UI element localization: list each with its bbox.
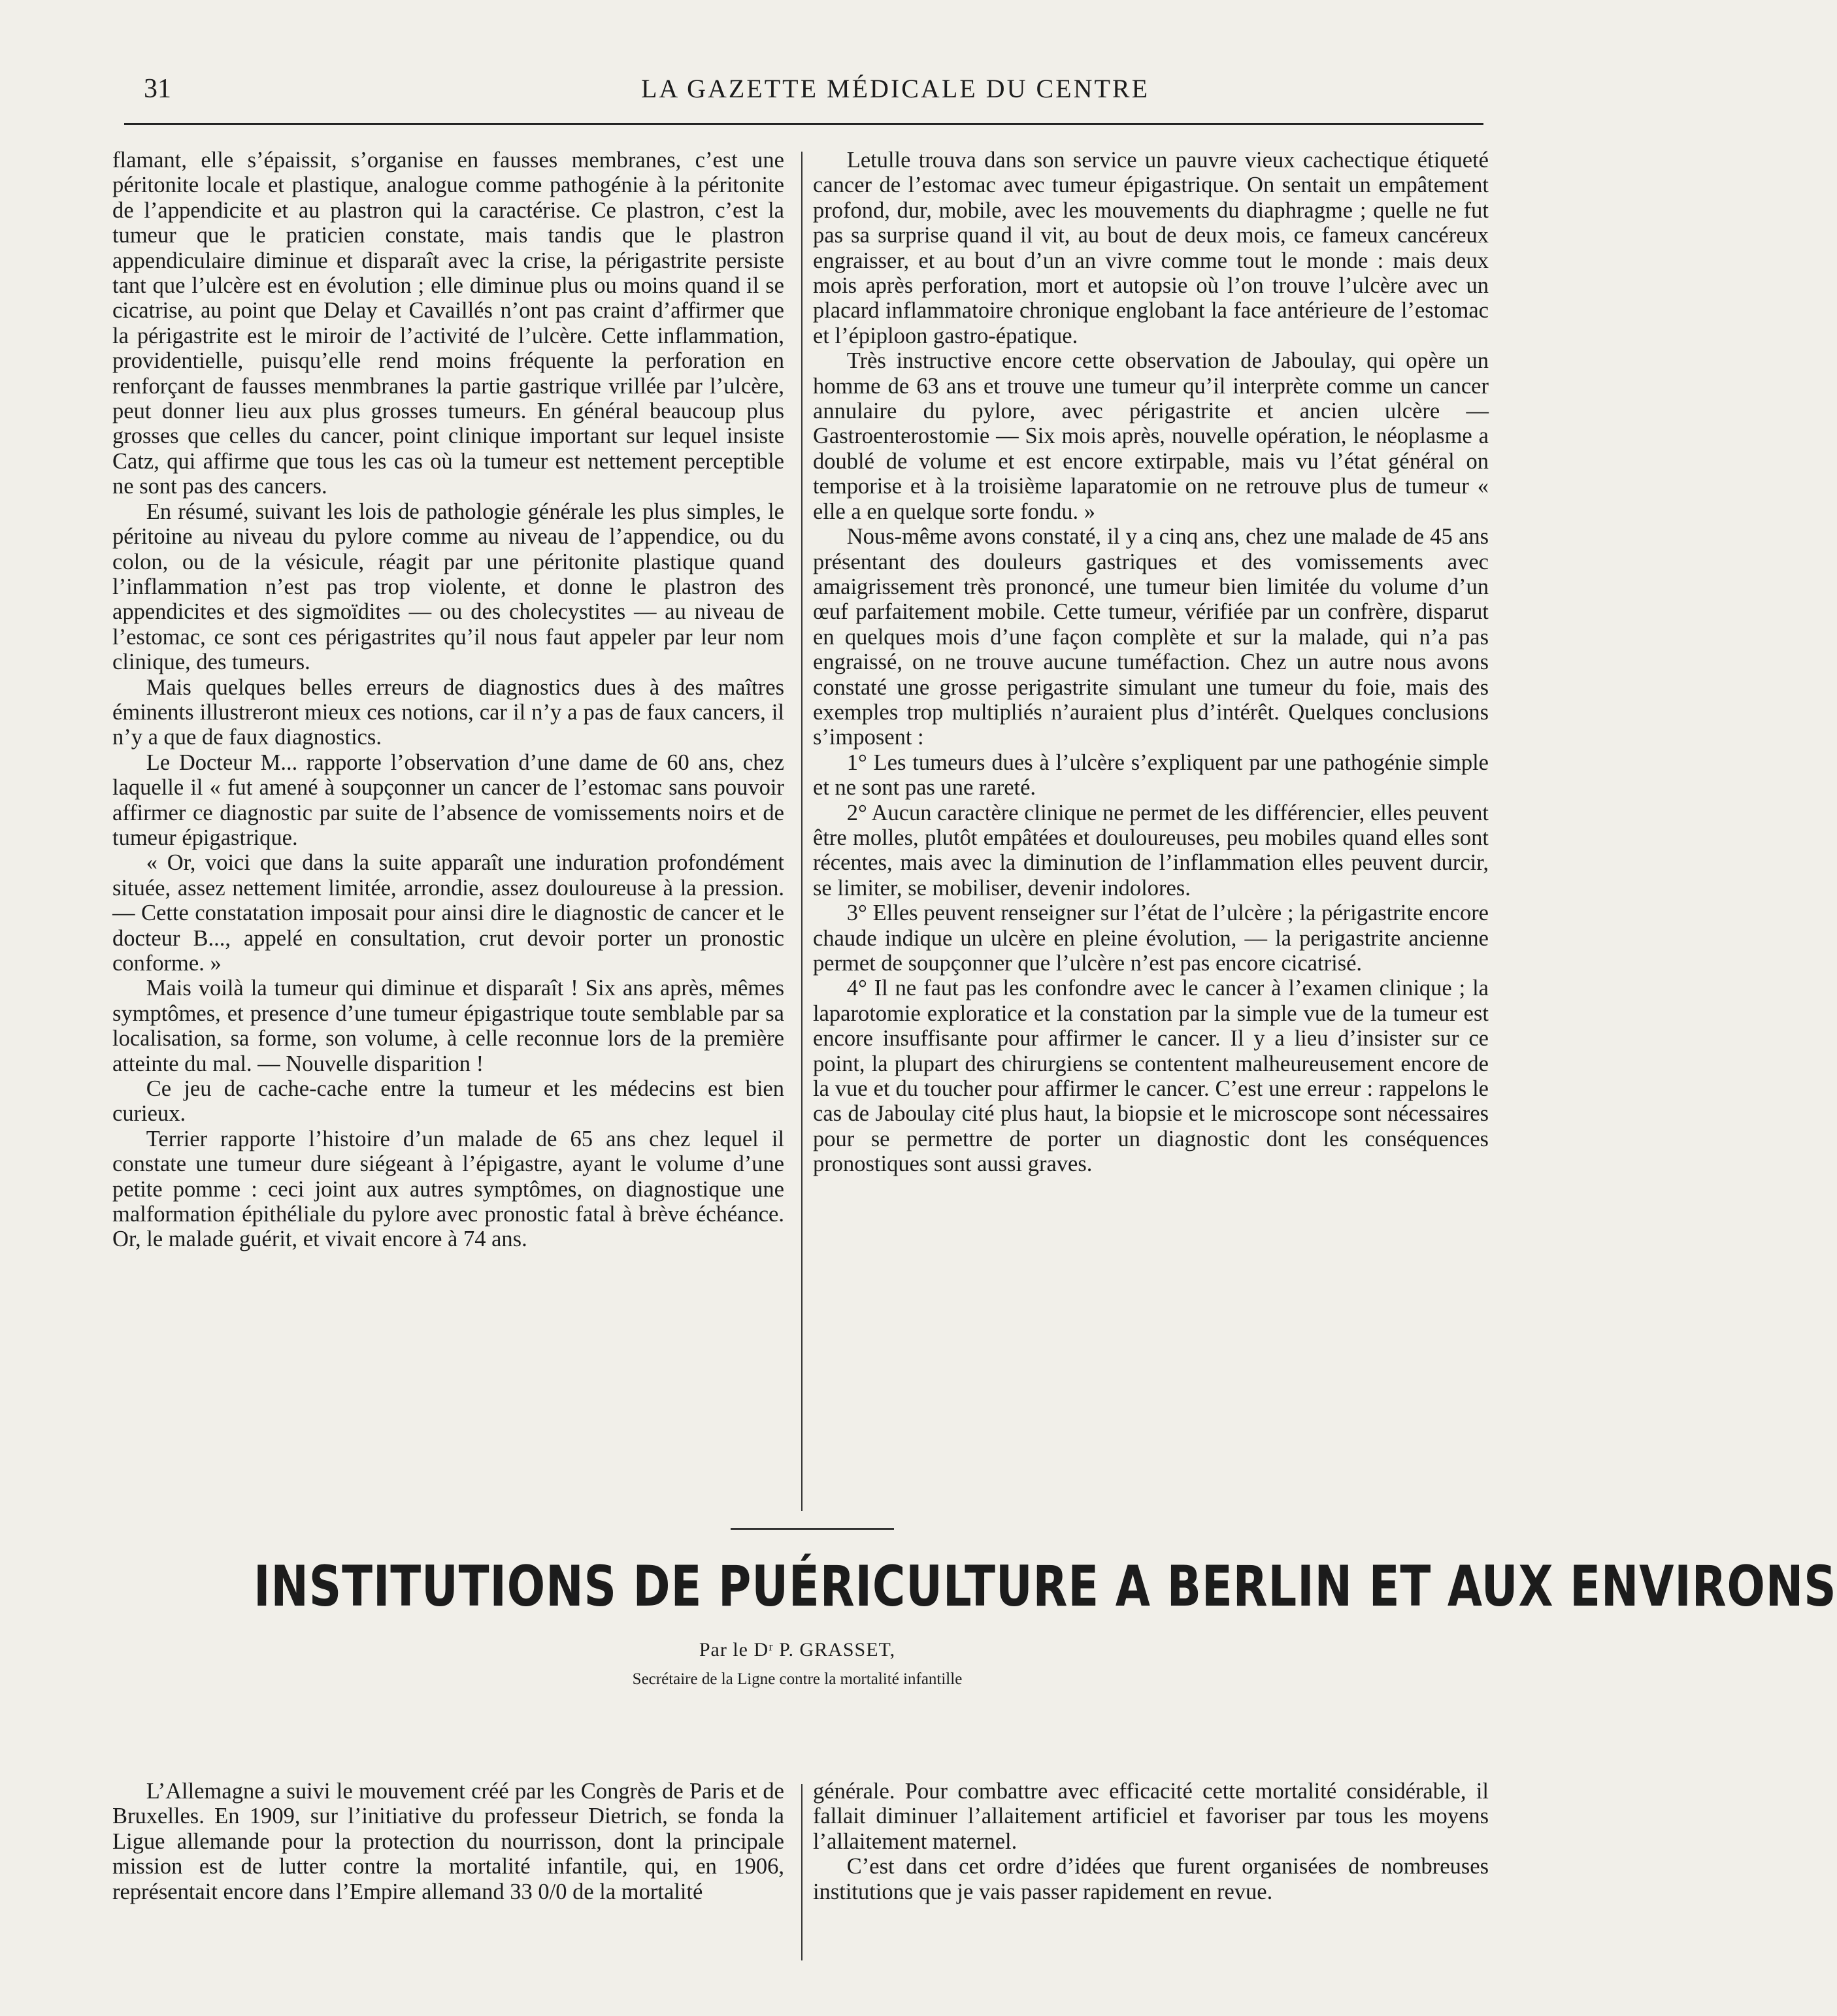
paragraph: En résumé, suivant les lois de pathologie générale les plus simples, le péritoine au niveau du pylore comme au niveau de l’appendice, ou du colon, ou de la vésicule, réagit par une péritonite plastique quand l’inflammation n’est pas trop violente, et donne le plastron des appendicites et des sigmoïdites — ou des cholecystites — au niveau de l’estomac, ce sont ces périgastrites qu’il nous faut appeler par leur nom clinique, des tumeurs. <box>112 499 784 675</box>
conclusion-item: 3° Elles peuvent renseigner sur l’état de l’ulcère ; la périgastrite encore chaude indique un ulcère en pleine évolution, — la perigastrite ancienne permet de soupçonner que l’ulcère n’est pas encore cicatrisé. <box>813 901 1489 976</box>
paragraph: Terrier rapporte l’histoire d’un malade de 65 ans chez lequel il constate une tumeur dure siégeant à l’épigastre, ayant le volume d’une petite pomme : ceci joint aux autres symptômes, on diagnostique une malformation épithéliale du pylore avec pronostic fatal à brève échéance. Or, le malade guérit, et vivait encore à 74 ans. <box>112 1126 784 1252</box>
column-top-left <box>112 148 784 1252</box>
article-title: INSTITUTIONS DE PUÉRICULTURE A BERLIN ET AUX ENVIRONS <box>254 1554 1837 1619</box>
column-divider <box>801 1784 803 1960</box>
column-divider <box>801 152 803 1511</box>
paragraph: Le Docteur M... rapporte l’observation d’une dame de 60 ans, chez laquelle il « fut amené à soupçonner un cancer de l’estomac sans pouvoir affirmer ce diagnostic par suite de l’absence de vomissements noirs et de tumeur épigastrique. <box>112 750 784 850</box>
column-bottom-left <box>112 1779 784 1904</box>
paragraph: Mais quelques belles erreurs de diagnostics dues à des maîtres éminents illustreront mieux ces notions, car il n’y a pas de faux cancers, il n’y a que de faux diagnostics. <box>112 674 784 750</box>
column-top-right <box>813 148 1489 1177</box>
page-number: 31 <box>144 74 171 104</box>
paragraph: Nous-même avons constaté, il y a cinq ans, chez une malade de 45 ans présentant des douleurs gastriques et des vomissements avec amaigrissement très prononcé, une tumeur bien limitée du volume d’un œuf parfaitement mobile. Cette tumeur, vérifiée par un confrère, disparut en quelques mois d’une façon complète et sur la malade, qui n’a pas engraissé, on ne trouve aucune tuméfaction. Chez un autre nous avons constaté une grosse perigastrite simulant une tumeur du foie, mais des exemples trop multipliés n’auraient plus d’intérêt. Quelques conclusions s’imposent : <box>813 524 1489 750</box>
paragraph: Ce jeu de cache-cache entre la tumeur et les médecins est bien curieux. <box>112 1076 784 1127</box>
paragraph: C’est dans cet ordre d’idées que furent organisées de nombreuses institutions que je vais passer rapidement en revue. <box>813 1854 1489 1904</box>
paragraph: « Or, voici que dans la suite apparaît une induration profondément située, assez nettement limitée, arrondie, assez douloureuse à la pression. — Cette constatation imposait pour ainsi dire le diagnostic de cancer et le docteur B..., appelé en consultation, crut devoir porter un pronostic conforme. » <box>112 850 784 976</box>
paragraph: générale. Pour combattre avec efficacité cette mortalité considérable, il fallait diminuer l’allaitement artificiel et favoriser par tous les moyens l’allaitement maternel. <box>813 1779 1489 1854</box>
paragraph: Mais voilà la tumeur qui diminue et disparaît ! Six ans après, mêmes symptômes, et presence d’une tumeur épigastrique toute semblable par sa localisation, sa forme, son volume, à celle reconnue lors de la première atteinte du mal. — Nouvelle disparition ! <box>112 976 784 1076</box>
paragraph: Très instructive encore cette observation de Jaboulay, qui opère un homme de 63 ans et trouve une tumeur qu’il interprète comme un cancer annulaire du pylore, avec périgastrite et ancien ulcère — Gastroenterostomie — Six mois après, nouvelle opération, le néoplasme a doublé de volume et est encore extirpable, mais vu l’état général on temporise et à la troisième laparatomie on ne retrouve plus de tumeur « elle a en quelque sorte fondu. » <box>813 348 1489 524</box>
author-affiliation: Secrétaire de la Ligne contre la mortalité infantille <box>632 1670 963 1688</box>
conclusion-item: 1° Les tumeurs dues à l’ulcère s’expliquent par une pathogénie simple et ne sont pas une rareté. <box>813 750 1489 801</box>
paragraph: Letulle trouva dans son service un pauvre vieux cachectique étiqueté cancer de l’estomac avec tumeur épigastrique. On sentait un empâtement profond, dur, mobile, avec les mouvements du diaphragme ; quelle ne fut pas sa surprise quand il vit, au bout de deux mois, ce fameux cancéreux engraisser, et au bout d’un an vivre comme tout le monde : mais deux mois après perforation, mort et autopsie où l’on trouve l’ulcère avec un placard inflammatoire chronique englobant la face antérieure de l’estomac et l’épiploon gastro-épatique. <box>813 148 1489 348</box>
header-rule <box>124 123 1483 125</box>
section-separator <box>731 1528 894 1530</box>
byline: Par le Dʳ P. GRASSET, <box>699 1639 896 1661</box>
running-title: LA GAZETTE MÉDICALE DU CENTRE <box>640 74 1150 103</box>
paragraph: flamant, elle s’épaissit, s’organise en fausses membranes, c’est une péritonite locale et plastique, analogue comme pathogénie à la péritonite de l’appendicite et au plastron qui la caractérise. Ce plastron, c’est la tumeur que le praticien constate, mais tandis que le plastron appendiculaire diminue et disparaît avec la crise, la périgastrite persiste tant que l’ulcère est en évolution ; elle diminue plus ou moins quand il se cicatrise, au point que Delay et Cavaillés n’ont pas craint d’affirmer que la périgastrite est le miroir de l’activité de l’ulcère. Cette inflammation, providentielle, puisqu’elle rend moins fréquente la perforation en renforçant de fausses menmbranes la partie gastrique vrillée par l’ulcère, peut donner lieu aux plus grosses tumeurs. En général beaucoup plus grosses que celles du cancer, point clinique important sur lequel insiste Catz, qui affirme que tous les cas où la tumeur est nettement perceptible ne sont pas des cancers. <box>112 148 784 499</box>
conclusion-item: 4° Il ne faut pas les confondre avec le cancer à l’examen clinique ; la laparotomie exploratice et la constation par la simple vue de la tumeur est encore insuffisante pour affirmer le cancer. Il y a lieu d’insister sur ce point, la plupart des chirurgiens se contentent malheureusement encore de la vue et du toucher pour affirmer le cancer. C’est une erreur : rappelons le cas de Jaboulay cité plus haut, la biopsie et le microscope sont nécessaires pour se permettre de porter un diagnostic dont les conséquences pronostiques sont aussi graves. <box>813 976 1489 1177</box>
running-head <box>118 73 1483 119</box>
conclusion-item: 2° Aucun caractère clinique ne permet de les différencier, elles peuvent être molles, plutôt empâtées et douloureuses, peu mobiles quand elles sont récentes, mais avec la diminution de l’inflammation elles peuvent durcir, se limiter, se mobiliser, devenir indolores. <box>813 800 1489 901</box>
paragraph: L’Allemagne a suivi le mouvement créé par les Congrès de Paris et de Bruxelles. En 1909, sur l’initiative du professeur Dietrich, se fonda la Ligue allemande pour la protection du nourrisson, dont la principale mission est de lutter contre la mortalité infantile, qui, en 1906, représentait encore dans l’Empire allemand 33 0/0 de la mortalité <box>112 1779 784 1904</box>
column-bottom-right <box>813 1779 1489 1904</box>
